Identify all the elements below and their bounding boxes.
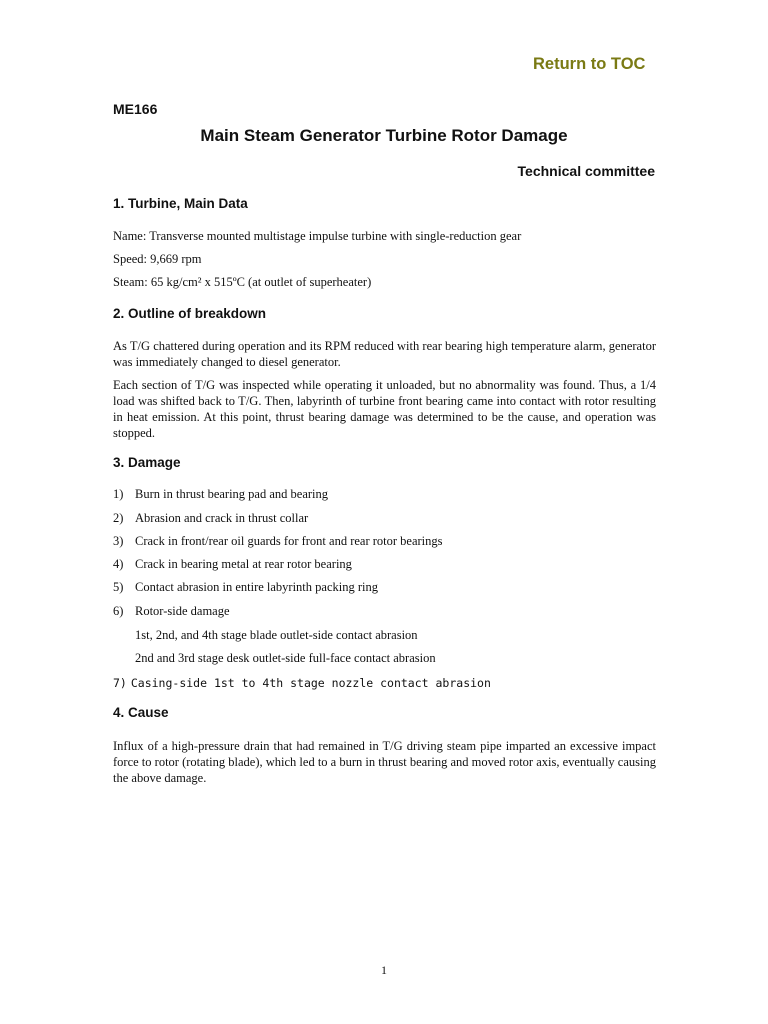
list-item <box>113 534 443 549</box>
list-item <box>113 487 328 502</box>
list-item-number: 2) <box>113 511 124 525</box>
author-line: Technical committee <box>517 163 655 179</box>
list-item <box>113 580 378 595</box>
section-heading-cause: 4. Cause <box>113 705 169 720</box>
list-item-number: 6) <box>113 604 124 618</box>
list-item <box>113 557 352 572</box>
list-item-number: 1) <box>113 487 124 501</box>
list-item-number: 7) <box>113 676 127 690</box>
list-item-number: 5) <box>113 580 124 594</box>
document-code: ME166 <box>113 101 158 117</box>
list-item-text: Contact abrasion in entire labyrinth packing ring <box>135 580 378 594</box>
list-item-text: Crack in bearing metal at rear rotor bearing <box>135 557 352 571</box>
sub-list-item: 1st, 2nd, and 4th stage blade outlet-side contact abrasion <box>135 628 418 642</box>
list-item-number: 4) <box>113 557 124 571</box>
list-item <box>113 511 308 526</box>
return-to-toc-link[interactable]: Return to TOC <box>533 55 646 73</box>
breakdown-paragraph-1: As T/G chattered during operation and its RPM reduced with rear bearing high temperature alarm, generator was immediately changed to diesel generator. <box>113 339 656 369</box>
turbine-steam: Steam: 65 kg/cm² x 515ºC (at outlet of superheater) <box>113 275 372 289</box>
sub-list-item: 2nd and 3rd stage desk outlet-side full-face contact abrasion <box>135 651 436 665</box>
page-title: Main Steam Generator Turbine Rotor Damage <box>200 126 568 145</box>
list-item <box>113 604 230 619</box>
section-heading-damage: 3. Damage <box>113 455 181 470</box>
turbine-name: Name: Transverse mounted multistage impulse turbine with single-reduction gear <box>113 229 522 243</box>
list-item-text: Burn in thrust bearing pad and bearing <box>135 487 329 501</box>
section-heading-breakdown: 2. Outline of breakdown <box>113 306 267 321</box>
list-item-text: Rotor-side damage <box>135 604 230 618</box>
list-item <box>113 676 491 690</box>
list-item-text: Crack in front/rear oil guards for front and rear rotor bearings <box>135 534 443 548</box>
cause-paragraph: Influx of a high-pressure drain that had remained in T/G driving steam pipe imparted an excessive impact force to rotor (rotating blade), which led to a burn in thrust bearing and moved rotor axis, eventually causing the above damage. <box>113 739 656 785</box>
list-item-text: Abrasion and crack in thrust collar <box>135 511 309 525</box>
list-item-text: Casing-side 1st to 4th stage nozzle contact abrasion <box>130 676 491 690</box>
breakdown-paragraph-2: Each section of T/G was inspected while operating it unloaded, but no abnormality was found. Thus, a 1/4 load was shifted back to T/G. Then, labyrinth of turbine front bearing came into contact with rotor resulting in heat emission. At this point, thrust bearing damage was determined to be the cause, and operation was stopped. <box>113 378 656 440</box>
turbine-speed: Speed: 9,669 rpm <box>113 252 202 266</box>
page-number: 1 <box>381 963 387 977</box>
section-heading-main-data: 1. Turbine, Main Data <box>113 196 248 211</box>
list-item-number: 3) <box>113 534 124 548</box>
